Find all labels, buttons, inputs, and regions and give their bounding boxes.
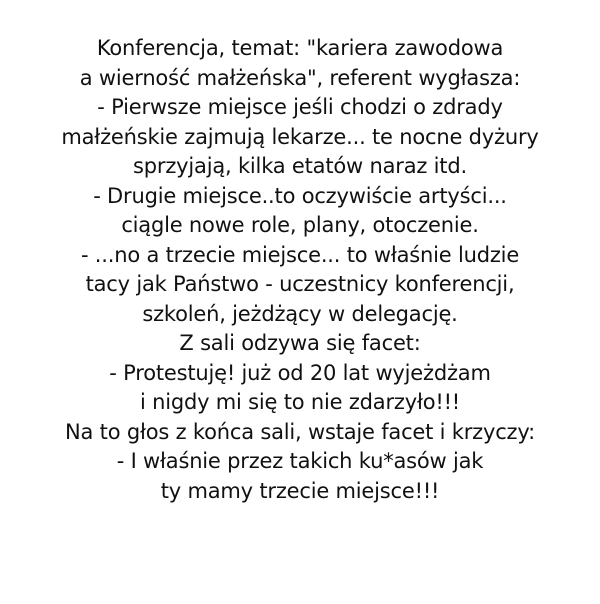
joke-line-14: Na to głos z końca sali, wstaje facet i krzyczy: [65, 419, 535, 444]
joke-line-10: szkoleń, jeżdżący w delegację. [142, 301, 458, 326]
joke-line-5: sprzyjają, kilka etatów naraz itd. [133, 154, 467, 178]
joke-line-6: - Drugie miejsce..to oczywiście artyści... [93, 183, 507, 208]
joke-line-13: i nigdy mi się to nie zdarzyło!!! [139, 390, 461, 414]
joke-line-2: a wierność małżeńska", referent wygłasza: [79, 65, 521, 90]
joke-line-3: - Pierwsze miejsce jeśli chodzi o zdrady [97, 95, 503, 119]
joke-line-7: ciągle nowe role, plany, otoczenie. [121, 213, 479, 237]
joke-line-11: Z sali odzywa się facet: [179, 331, 421, 355]
joke-line-12: - Protestuję! już od 20 lat wyjeżdżam [109, 360, 491, 385]
joke-line-8: - ...no a trzecie miejsce... to właśnie ludzie [80, 242, 520, 267]
joke-line-9: tacy jak Państwo - uczestnicy konferencji, [85, 272, 515, 296]
joke-line-16: ty mamy trzecie miejsce!!! [160, 478, 440, 503]
joke-line-4: małżeńskie zajmują lekarze... te nocne dyżury [61, 124, 539, 149]
joke-line-1: Konferencja, temat: "kariera zawodowa [96, 36, 504, 60]
joke-line-15: - I właśnie przez takich ku*asów jak [116, 449, 484, 473]
joke-text [0, 34, 600, 506]
